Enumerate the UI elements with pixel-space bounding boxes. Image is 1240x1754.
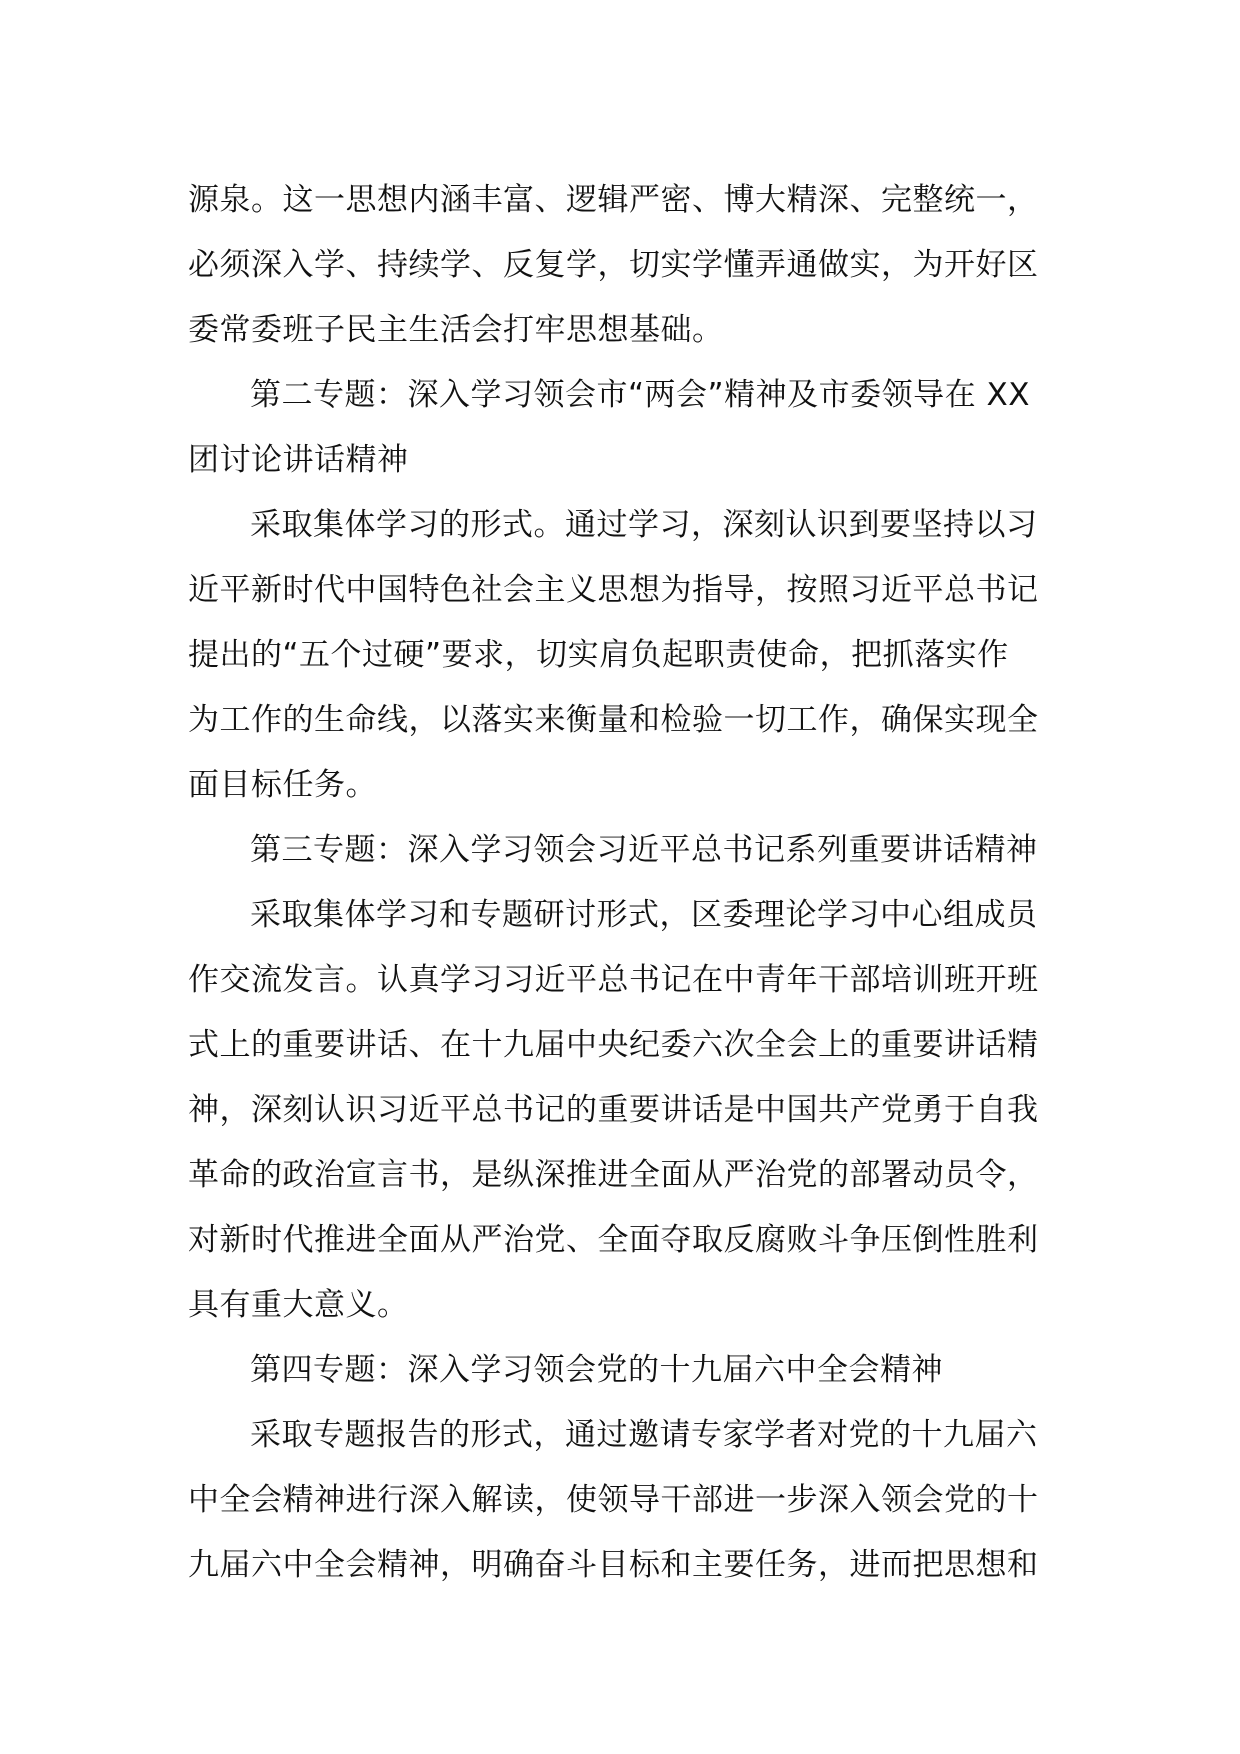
text-line: 源泉。这一思想内涵丰富、逻辑严密、博大精深、完整统一，: [188, 182, 1039, 218]
text-line: 提出的“五个过硬”要求，切实肩负起职责使命，把抓落实作: [188, 637, 1009, 673]
text-line: 九届六中全会精神，明确奋斗目标和主要任务，进而把思想和: [188, 1547, 1039, 1583]
text-line: 采取集体学习的形式。通过学习，深刻认识到要坚持以习: [250, 507, 1038, 543]
text-line: 必须深入学、持续学、反复学，切实学懂弄通做实，为开好区: [188, 247, 1039, 283]
section-heading: [188, 1338, 1054, 1403]
text-line: 采取集体学习和专题研讨形式，区委理论学习中心组成员: [250, 897, 1038, 933]
text-line: 式上的重要讲话、在十九届中央纪委六次全会上的重要讲话精: [188, 1027, 1039, 1063]
text-line: 面目标任务。: [188, 767, 377, 803]
section-heading: [188, 363, 1054, 493]
body-paragraph: [188, 493, 1054, 818]
body-paragraph: [188, 168, 1054, 363]
body-paragraph: [188, 1403, 1054, 1598]
text-line: 作交流发言。认真学习习近平总书记在中青年干部培训班开班: [188, 962, 1039, 998]
text-line: 神，深刻认识习近平总书记的重要讲话是中国共产党勇于自我: [188, 1092, 1039, 1128]
text-line: 第二专题：深入学习领会市“两会”精神及市委领导在 XX: [250, 377, 1030, 413]
text-line: 革命的政治宣言书，是纵深推进全面从严治党的部署动员令，: [188, 1157, 1039, 1193]
text-line: 采取专题报告的形式，通过邀请专家学者对党的十九届六: [250, 1417, 1038, 1453]
text-line: 第三专题：深入学习领会习近平总书记系列重要讲话精神: [250, 832, 1038, 868]
text-line: 委常委班子民主生活会打牢思想基础。: [188, 312, 724, 348]
text-line: 近平新时代中国特色社会主义思想为指导，按照习近平总书记: [188, 572, 1039, 608]
text-line: 为工作的生命线，以落实来衡量和检验一切工作，确保实现全: [188, 702, 1039, 738]
section-heading: [188, 818, 1054, 883]
text-line: 具有重大意义。: [188, 1287, 409, 1323]
text-line: 中全会精神进行深入解读，使领导干部进一步深入领会党的十: [188, 1482, 1039, 1518]
text-line: 第四专题：深入学习领会党的十九届六中全会精神: [250, 1352, 943, 1388]
document-body: [188, 168, 1054, 1598]
body-paragraph: [188, 883, 1054, 1338]
text-line: 团讨论讲话精神: [188, 442, 409, 478]
text-line: 对新时代推进全面从严治党、全面夺取反腐败斗争压倒性胜利: [188, 1222, 1039, 1258]
